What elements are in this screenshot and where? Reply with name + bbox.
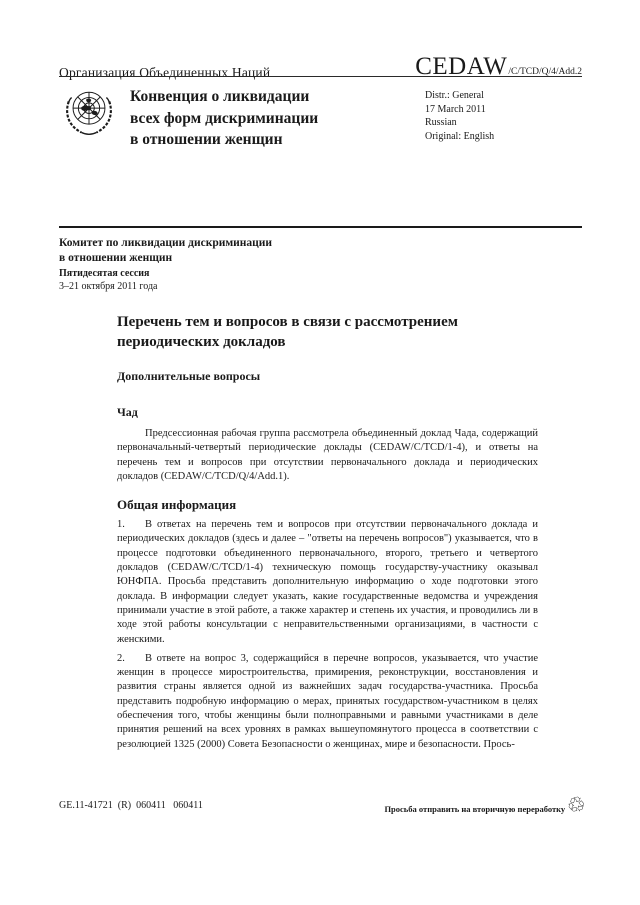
document-title: Перечень тем и вопросов в связи с рассмотрением периодических докладов <box>117 314 458 350</box>
doc-symbol-suffix: /C/TCD/Q/4/Add.2 <box>508 67 582 77</box>
paragraph-1-text: В ответах на перечень тем и вопросов при отсутствии первоначального доклада и периодических докладов (здесь и далее – "ответы на перечень вопросов") указывается, что в процессе подготовки объединенного первоначального, второго, третьего и четвертого докладов (CEDAW/C/TCD/1-4) техническую помощь государству-участнику оказывал ЮНФПА. Просьба представить дополнительную информацию о ходе подготовки этого доклада. В информации следует указать, какие государственные ведомства и учреждения принимали участие в этой работе, а также характер и степень их участия, и проводились ли в ходе этой работы консультации с неправительственными организациями, в частности с женскими. <box>117 519 538 645</box>
section-heading: Общая информация <box>117 497 237 513</box>
un-emblem-icon <box>60 84 118 147</box>
paragraph-1-number: 1. <box>117 519 125 531</box>
recycle-note-text: Просьба отправить на вторичную переработку <box>384 803 566 814</box>
document-body <box>117 312 538 752</box>
distribution-info <box>425 89 494 143</box>
committee-name-line2: в отношении женщин <box>59 251 173 264</box>
country-heading: Чад <box>117 405 138 419</box>
session-dates: 3–21 октября 2011 года <box>59 281 158 292</box>
org-name: Организация Объединенных Наций <box>59 65 271 80</box>
original-language-line: Original: English <box>425 130 495 142</box>
committee-block <box>59 236 272 293</box>
session-title: Пятидесятая сессия <box>59 268 150 279</box>
doc-symbol-main: CEDAW <box>415 53 508 80</box>
convention-title-line3: в отношении женщин <box>130 131 283 148</box>
language-line: Russian <box>425 117 457 128</box>
convention-title-line2: всех форм дискриминации <box>130 109 319 127</box>
paragraph-2-number: 2. <box>117 652 125 664</box>
intro-paragraph: Предсессионная рабочая группа рассмотрела объединенный доклад Чада, содержащий первоначальный-четвертый периодические доклады (CEDAW/C/TCD/1-4), и ответы на перечень тем и вопросов при отсутствии первоначального доклада и периодических докладов (CEDAW/C/TCD/Q/4/Add.1). <box>117 428 538 482</box>
job-number: GE.11-41721 (R) 060411 060411 <box>59 800 203 811</box>
document-subtitle: Дополнительные вопросы <box>117 369 261 383</box>
convention-title <box>130 86 318 151</box>
date-line: 17 March 2011 <box>425 103 486 115</box>
paragraph-1 <box>117 518 538 647</box>
header-rule <box>59 76 582 77</box>
recycle-notice <box>384 791 589 819</box>
section-rule <box>59 226 582 228</box>
recycle-icon: ♲ <box>564 791 589 819</box>
page-footer <box>59 791 589 819</box>
paragraph-2 <box>117 652 538 752</box>
paragraph-2-text: В ответе на вопрос 3, содержащийся в перечне вопросов, указывается, что участие женщин в процессе миростроительства, примирения, реконструкции, восстановления и развития страны является одной из важнейших задач государства-участника. Просьба представить подробную информацию о мерах, принятых государством-участником в целях обеспечения того, чтобы женщины были полноправными и равными участниками в деле принятия решений на всех уровнях в рамках вышеупомянутого процесса в соответствии с резолюцией 1325 (2000) Совета Безопасности о женщинах, мире и безопасности. Прось- <box>117 652 538 750</box>
committee-name-line1: Комитет по ликвидации дискриминации <box>59 237 273 249</box>
distr-line: Distr.: General <box>425 90 484 101</box>
convention-title-line1: Конвенция о ликвидации <box>130 88 310 105</box>
